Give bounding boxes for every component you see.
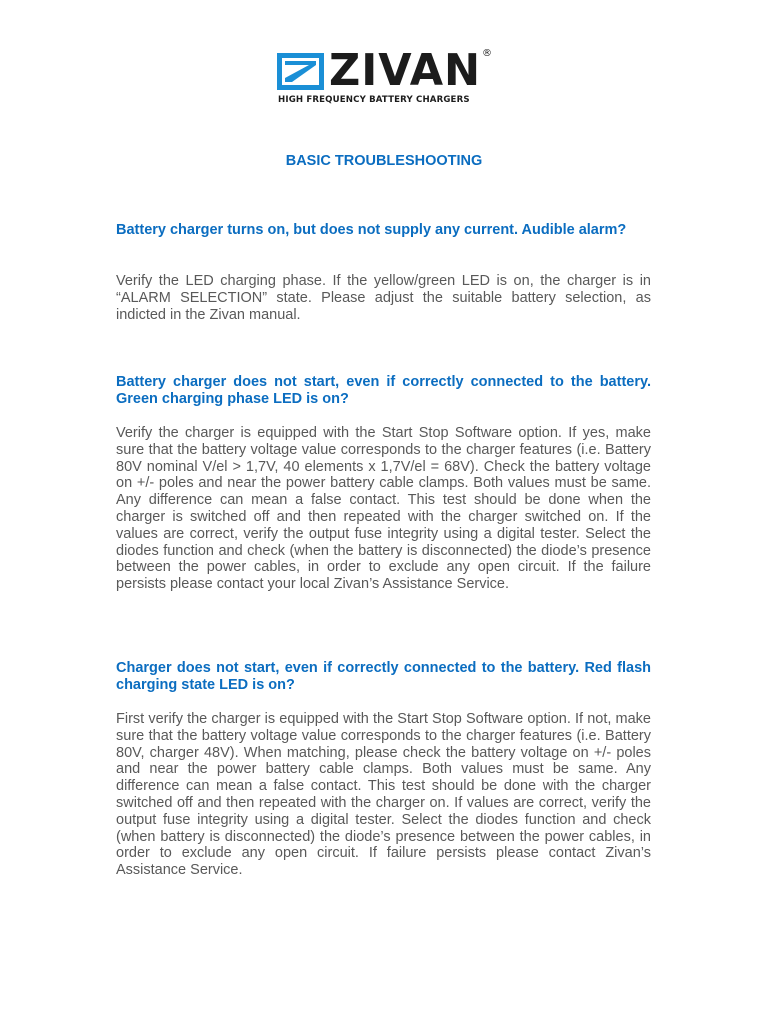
- section-answer: Verify the LED charging phase. If the yellow/green LED is on, the charger is in “ALARM SELECTION” state. Please adjust the suitable battery selection, as indicted in the Zivan manual.: [116, 273, 651, 323]
- section-question: Charger does not start, even if correctly connected to the battery. Red flash charging state LED is on?: [116, 660, 651, 693]
- registered-mark: ®: [482, 48, 492, 59]
- section-question: Battery charger does not start, even if correctly connected to the battery. Green charging phase LED is on?: [116, 374, 651, 407]
- brand-tagline: HIGH FREQUENCY BATTERY CHARGERS: [278, 95, 470, 105]
- section-answer: Verify the charger is equipped with the Start Stop Software option. If yes, make sure that the battery voltage value corresponds to the charger features (i.e. Battery 80V nominal V/el > 1,7V, 40 elements x 1,7V/el = 68V). Check the battery voltage on +/- poles and near the power battery cable clamps. Both values must be same. Any difference can mean a false contact. This test should be done when the charger is switched off and then repeated with the charger switched on. If the values are correct, verify the output fuse integrity using a digital tester. Select the diodes function and check (when the battery is disconnected) the diode’s presence between the power cables, in order to exclude any open circuit. If the failure persists please contact your local Zivan’s Assistance Service.: [116, 425, 651, 593]
- zivan-logo: [277, 45, 497, 108]
- section-question: Battery charger turns on, but does not supply any current. Audible alarm?: [116, 222, 627, 238]
- brand-wordmark: ZIVAN: [329, 45, 482, 96]
- section-answer: First verify the charger is equipped with the Start Stop Software option. If not, make sure that the battery voltage value corresponds to the charger features (i.e. Battery 80V, charger 48V). When matching, please check the battery voltage on +/- poles and near the power battery cable clamps. Both values must be same. Any difference can mean a false contact. This test should be done with the charger switched off and then repeated with the charger on. If values are correct, verify the output fuse integrity using a digital tester. Select the diodes function and check (when battery is disconnected) the diode’s presence between the power cables, in order to exclude any open circuit. If failure persists please contact Zivan’s Assistance Service.: [116, 711, 651, 879]
- page-title: BASIC TROUBLESHOOTING: [285, 153, 483, 169]
- zivan-z-logo-icon: [277, 53, 324, 90]
